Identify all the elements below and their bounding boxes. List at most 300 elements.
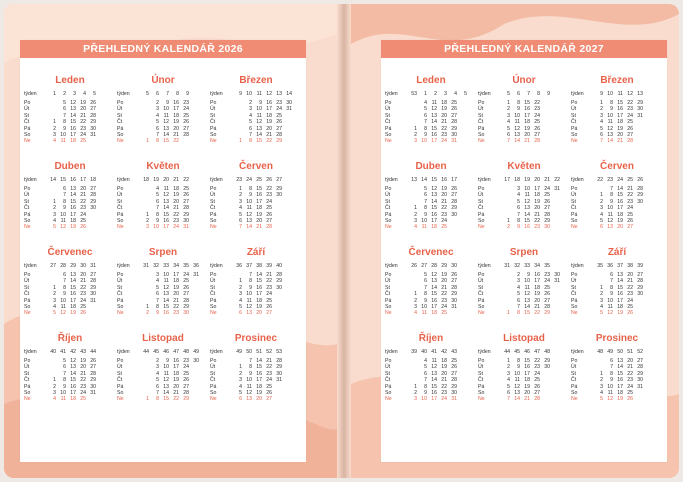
date-cell: 27 bbox=[534, 132, 540, 139]
week-number: 12 bbox=[266, 91, 272, 97]
date-cell: 10 bbox=[246, 377, 252, 384]
date-cell: 29 bbox=[637, 370, 643, 377]
date-cell: 26 bbox=[534, 383, 540, 390]
date-cell: 16 bbox=[431, 211, 437, 218]
date-cell: 23 bbox=[627, 291, 633, 298]
date-cell: 13 bbox=[70, 364, 76, 371]
date-cell: 30 bbox=[451, 211, 457, 218]
month-block bbox=[478, 246, 570, 332]
date-cell: 27 bbox=[451, 278, 457, 285]
date-cell bbox=[457, 138, 467, 144]
date-cell: 1 bbox=[146, 304, 149, 311]
date-cell: 6 bbox=[63, 364, 66, 371]
date-cell: 16 bbox=[534, 272, 540, 278]
date-cell: 26 bbox=[90, 100, 96, 106]
date-cell: 17 bbox=[617, 383, 623, 390]
week-row bbox=[571, 177, 643, 186]
date-cell: 4 bbox=[517, 284, 520, 291]
month-name: Srpen bbox=[509, 247, 539, 258]
day-label: So bbox=[210, 218, 217, 225]
week-number: 44 bbox=[90, 349, 96, 355]
date-cell: 8 bbox=[249, 364, 252, 371]
date-cell: 1 bbox=[414, 291, 417, 298]
date-cell: 10 bbox=[607, 297, 613, 304]
date-cell: 19 bbox=[524, 125, 530, 132]
date-cell: 5 bbox=[424, 186, 427, 192]
date-cell: 20 bbox=[627, 272, 633, 278]
date-cell: 16 bbox=[163, 218, 169, 225]
date-cell: 25 bbox=[534, 119, 540, 126]
month-table bbox=[117, 263, 199, 317]
date-cell: 2 bbox=[239, 370, 242, 377]
day-label: So bbox=[385, 132, 392, 139]
date-cell: 24 bbox=[441, 304, 447, 311]
date-cell: 24 bbox=[544, 278, 550, 285]
date-cell: 16 bbox=[431, 132, 437, 139]
date-cell: 28 bbox=[451, 284, 457, 291]
date-cell: 11 bbox=[60, 218, 66, 225]
week-number: 10 bbox=[607, 91, 613, 97]
date-cell: 10 bbox=[246, 291, 252, 298]
date-cell: 6 bbox=[63, 106, 66, 113]
week-number: 49 bbox=[236, 349, 242, 355]
week-row bbox=[385, 263, 457, 272]
date-cell: 12 bbox=[256, 119, 262, 126]
date-cell: 10 bbox=[514, 112, 520, 119]
date-cell: 1 bbox=[507, 218, 510, 225]
date-cell: 17 bbox=[524, 112, 530, 119]
date-cell: 1 bbox=[600, 192, 603, 199]
date-cell: 11 bbox=[431, 358, 437, 364]
date-cell: 17 bbox=[524, 370, 530, 377]
date-cell: 29 bbox=[276, 364, 282, 371]
date-cell: 19 bbox=[534, 198, 540, 205]
day-label: Pá bbox=[210, 383, 217, 390]
week-number: 5 bbox=[507, 91, 510, 97]
date-cell: 25 bbox=[183, 278, 189, 285]
date-cell: 20 bbox=[80, 364, 86, 371]
page-title-2027: PŘEHLEDNÝ KALENDÁŘ 2027 bbox=[381, 40, 667, 58]
day-label: So bbox=[571, 132, 578, 139]
month-name: Duben bbox=[54, 161, 86, 172]
day-row bbox=[117, 310, 199, 316]
date-cell: 9 bbox=[517, 106, 520, 113]
day-row bbox=[571, 396, 643, 402]
week-row bbox=[24, 91, 96, 100]
date-cell: 6 bbox=[600, 132, 603, 139]
month-block bbox=[117, 74, 209, 160]
day-label: Ne bbox=[478, 224, 485, 231]
month-table bbox=[478, 91, 550, 145]
month-table bbox=[385, 349, 457, 403]
month-name: Červenec bbox=[47, 247, 93, 258]
date-cell: 4 bbox=[424, 358, 427, 364]
week-number: 13 bbox=[411, 177, 417, 183]
date-cell: 24 bbox=[627, 205, 633, 212]
date-cell bbox=[633, 138, 643, 144]
date-cell: 4 bbox=[600, 390, 603, 397]
date-cell: 17 bbox=[70, 211, 76, 218]
date-cell: 20 bbox=[617, 132, 623, 139]
date-cell: 12 bbox=[607, 396, 613, 403]
date-cell: 21 bbox=[266, 272, 272, 278]
day-label: Po bbox=[117, 100, 124, 106]
day-label: Út bbox=[117, 106, 123, 113]
date-cell: 3 bbox=[53, 297, 56, 304]
date-cell: 10 bbox=[246, 198, 252, 205]
week-number: 51 bbox=[627, 349, 633, 355]
date-cell: 23 bbox=[627, 106, 633, 113]
date-cell: 9 bbox=[63, 125, 66, 132]
week-number: 19 bbox=[524, 177, 530, 183]
date-cell: 4 bbox=[53, 304, 56, 311]
date-cell: 10 bbox=[60, 390, 66, 397]
date-cell: 8 bbox=[424, 125, 427, 132]
date-cell: 17 bbox=[431, 218, 437, 225]
date-cell: 12 bbox=[514, 125, 520, 132]
week-number: 32 bbox=[514, 263, 520, 269]
day-label: St bbox=[478, 370, 483, 377]
date-cell: 29 bbox=[276, 278, 282, 285]
date-cell: 6 bbox=[517, 205, 520, 212]
date-cell: 5 bbox=[156, 119, 159, 126]
date-cell: 24 bbox=[627, 383, 633, 390]
date-cell: 3 bbox=[239, 291, 242, 298]
date-cell: 8 bbox=[156, 211, 159, 218]
date-cell: 11 bbox=[163, 278, 169, 285]
month-table bbox=[210, 263, 282, 317]
month-table bbox=[24, 349, 96, 403]
week-number: 8 bbox=[176, 91, 179, 97]
date-cell: 9 bbox=[424, 132, 427, 139]
day-label: Pá bbox=[478, 297, 485, 304]
date-cell: 11 bbox=[607, 390, 613, 397]
day-label: St bbox=[24, 284, 29, 291]
week-label: týden bbox=[478, 177, 491, 183]
page-gutter bbox=[337, 4, 351, 478]
date-cell: 15 bbox=[431, 291, 437, 298]
date-cell bbox=[272, 310, 282, 316]
week-label: týden bbox=[385, 91, 398, 97]
week-number: 1 bbox=[53, 91, 56, 97]
month-table bbox=[210, 177, 282, 231]
date-cell: 13 bbox=[431, 112, 437, 119]
day-label: St bbox=[385, 284, 390, 291]
date-cell: 19 bbox=[70, 224, 76, 231]
week-row bbox=[24, 349, 96, 358]
date-cell: 22 bbox=[266, 186, 272, 192]
week-row bbox=[478, 91, 550, 100]
day-label: Pá bbox=[385, 125, 392, 132]
date-cell: 28 bbox=[183, 132, 189, 139]
day-row bbox=[478, 396, 550, 402]
date-cell: 12 bbox=[163, 119, 169, 126]
date-cell: 11 bbox=[246, 383, 252, 390]
date-cell: 27 bbox=[183, 383, 189, 390]
day-label: St bbox=[478, 284, 483, 291]
date-cell: 5 bbox=[507, 125, 510, 132]
date-cell: 24 bbox=[80, 297, 86, 304]
date-cell: 24 bbox=[266, 198, 272, 205]
date-cell: 9 bbox=[610, 291, 613, 298]
week-number: 18 bbox=[514, 177, 520, 183]
month-block bbox=[117, 160, 209, 246]
date-cell: 30 bbox=[637, 291, 643, 298]
date-cell: 11 bbox=[524, 284, 530, 291]
date-cell: 27 bbox=[183, 198, 189, 205]
date-cell: 25 bbox=[451, 358, 457, 364]
day-label: So bbox=[385, 218, 392, 225]
date-cell: 22 bbox=[534, 358, 540, 364]
date-cell: 5 bbox=[53, 310, 56, 317]
date-cell: 23 bbox=[441, 132, 447, 139]
date-cell: 16 bbox=[256, 192, 262, 199]
date-cell: 22 bbox=[173, 304, 179, 311]
day-label: Ne bbox=[117, 396, 124, 403]
date-cell: 15 bbox=[431, 383, 437, 390]
month-name: Červenec bbox=[408, 247, 454, 258]
week-number: 50 bbox=[617, 349, 623, 355]
date-cell: 9 bbox=[527, 272, 530, 278]
day-row bbox=[24, 396, 96, 402]
day-label: Ne bbox=[117, 310, 124, 317]
week-number: 53 bbox=[276, 349, 282, 355]
day-label: St bbox=[117, 112, 122, 119]
date-cell: 1 bbox=[146, 396, 149, 403]
week-number: 9 bbox=[547, 91, 550, 97]
day-label: St bbox=[117, 370, 122, 377]
date-cell: 20 bbox=[173, 383, 179, 390]
day-label: Ne bbox=[478, 396, 485, 403]
date-cell: 7 bbox=[63, 278, 66, 285]
date-cell bbox=[540, 396, 550, 402]
date-cell: 29 bbox=[183, 304, 189, 311]
week-number: 49 bbox=[193, 349, 199, 355]
day-row bbox=[478, 138, 550, 144]
day-label: Út bbox=[571, 106, 577, 113]
page-2027 bbox=[381, 40, 667, 462]
month-block bbox=[210, 160, 302, 246]
week-label: týden bbox=[571, 91, 584, 97]
date-cell: 7 bbox=[507, 396, 510, 403]
date-cell: 18 bbox=[173, 370, 179, 377]
week-number: 34 bbox=[534, 263, 540, 269]
day-label: Pá bbox=[117, 383, 124, 390]
date-cell: 1 bbox=[53, 198, 56, 205]
date-cell: 13 bbox=[163, 291, 169, 298]
week-number: 19 bbox=[153, 177, 159, 183]
month-table bbox=[385, 263, 457, 317]
day-label: Út bbox=[478, 106, 484, 113]
date-cell: 2 bbox=[146, 218, 149, 225]
date-cell: 28 bbox=[451, 119, 457, 126]
date-cell: 10 bbox=[514, 370, 520, 377]
week-number: 37 bbox=[246, 263, 252, 269]
date-cell: 14 bbox=[70, 370, 76, 377]
date-cell: 20 bbox=[256, 218, 262, 225]
date-cell: 1 bbox=[600, 284, 603, 291]
date-cell: 25 bbox=[266, 383, 272, 390]
day-label: St bbox=[117, 284, 122, 291]
date-cell: 4 bbox=[156, 112, 159, 119]
date-cell bbox=[272, 396, 282, 402]
day-label: Pá bbox=[385, 211, 392, 218]
date-cell: 31 bbox=[554, 278, 560, 285]
date-cell: 19 bbox=[70, 310, 76, 317]
date-cell: 18 bbox=[431, 224, 437, 231]
date-cell: 29 bbox=[276, 138, 282, 145]
date-cell: 13 bbox=[431, 192, 437, 199]
date-cell: 15 bbox=[617, 192, 623, 199]
date-cell: 30 bbox=[90, 125, 96, 132]
date-cell: 3 bbox=[414, 138, 417, 145]
date-cell: 31 bbox=[90, 390, 96, 397]
date-cell: 11 bbox=[60, 396, 66, 403]
date-cell: 13 bbox=[524, 205, 530, 212]
week-number: 16 bbox=[441, 177, 447, 183]
date-cell: 9 bbox=[156, 310, 159, 317]
week-label: týden bbox=[210, 349, 223, 355]
date-cell: 24 bbox=[276, 106, 282, 113]
week-number: 40 bbox=[276, 263, 282, 269]
date-cell: 20 bbox=[627, 358, 633, 364]
date-cell: 9 bbox=[259, 100, 262, 106]
day-label: Pá bbox=[571, 297, 578, 304]
week-number: 28 bbox=[60, 263, 66, 269]
date-cell bbox=[447, 224, 457, 230]
date-cell: 21 bbox=[627, 278, 633, 285]
date-cell: 8 bbox=[424, 383, 427, 390]
date-cell: 19 bbox=[534, 291, 540, 298]
month-block bbox=[385, 332, 477, 418]
week-number: 21 bbox=[544, 177, 550, 183]
month-block bbox=[210, 246, 302, 332]
date-cell: 27 bbox=[451, 192, 457, 199]
date-cell: 20 bbox=[524, 132, 530, 139]
date-cell: 25 bbox=[441, 310, 447, 317]
date-cell: 2 bbox=[156, 100, 159, 106]
date-cell: 24 bbox=[183, 106, 189, 113]
week-number: 4 bbox=[83, 91, 86, 97]
date-cell: 5 bbox=[600, 396, 603, 403]
week-number: 48 bbox=[597, 349, 603, 355]
date-cell: 11 bbox=[163, 186, 169, 192]
date-cell: 23 bbox=[441, 297, 447, 304]
month-block bbox=[571, 246, 663, 332]
date-cell: 15 bbox=[524, 310, 530, 317]
date-cell: 26 bbox=[451, 364, 457, 371]
date-cell: 21 bbox=[441, 198, 447, 205]
date-cell: 16 bbox=[70, 205, 76, 212]
date-cell: 8 bbox=[610, 284, 613, 291]
date-cell: 21 bbox=[441, 377, 447, 384]
day-label: So bbox=[478, 390, 485, 397]
day-label: Čt bbox=[478, 291, 484, 298]
date-cell: 20 bbox=[266, 125, 272, 132]
date-cell: 25 bbox=[266, 205, 272, 212]
month-table bbox=[385, 177, 457, 231]
date-cell: 26 bbox=[627, 310, 633, 317]
date-cell: 1 bbox=[239, 138, 242, 145]
date-cell: 28 bbox=[276, 358, 282, 364]
date-cell: 6 bbox=[156, 291, 159, 298]
date-cell: 19 bbox=[80, 100, 86, 106]
date-cell: 2 bbox=[146, 310, 149, 317]
date-cell: 6 bbox=[610, 272, 613, 278]
day-label: Pá bbox=[571, 383, 578, 390]
day-label: Út bbox=[385, 106, 391, 113]
date-cell: 11 bbox=[60, 304, 66, 311]
date-cell: 25 bbox=[80, 138, 86, 145]
date-cell: 21 bbox=[256, 224, 262, 231]
date-cell bbox=[282, 138, 292, 144]
month-table bbox=[478, 177, 560, 231]
date-cell: 21 bbox=[173, 297, 179, 304]
day-label: St bbox=[385, 370, 390, 377]
day-label: Po bbox=[117, 358, 124, 364]
date-cell: 7 bbox=[424, 119, 427, 126]
date-cell: 15 bbox=[163, 396, 169, 403]
date-cell: 7 bbox=[249, 272, 252, 278]
day-label: So bbox=[117, 218, 124, 225]
day-label: Ne bbox=[210, 310, 217, 317]
date-cell: 13 bbox=[246, 396, 252, 403]
date-cell: 22 bbox=[534, 218, 540, 225]
date-cell: 18 bbox=[617, 119, 623, 126]
week-number: 13 bbox=[637, 91, 643, 97]
date-cell: 15 bbox=[617, 284, 623, 291]
date-cell: 14 bbox=[163, 297, 169, 304]
date-cell: 16 bbox=[524, 106, 530, 113]
date-cell: 9 bbox=[424, 211, 427, 218]
date-cell: 4 bbox=[239, 297, 242, 304]
week-number: 51 bbox=[256, 349, 262, 355]
date-cell: 31 bbox=[183, 224, 189, 231]
date-cell: 2 bbox=[600, 291, 603, 298]
date-cell: 29 bbox=[90, 377, 96, 384]
date-cell: 13 bbox=[246, 310, 252, 317]
day-label: Pá bbox=[385, 383, 392, 390]
date-cell: 29 bbox=[183, 396, 189, 403]
month-block bbox=[571, 160, 663, 246]
date-cell: 12 bbox=[70, 358, 76, 364]
week-number: 28 bbox=[431, 263, 437, 269]
date-cell: 7 bbox=[610, 186, 613, 192]
week-number: 44 bbox=[504, 349, 510, 355]
date-cell: 4 bbox=[600, 211, 603, 218]
date-cell: 10 bbox=[256, 106, 262, 113]
date-cell: 17 bbox=[256, 291, 262, 298]
date-cell: 19 bbox=[266, 119, 272, 126]
date-cell: 3 bbox=[414, 304, 417, 311]
week-number: 17 bbox=[504, 177, 510, 183]
day-label: St bbox=[571, 370, 576, 377]
date-cell: 7 bbox=[63, 192, 66, 199]
day-row bbox=[478, 310, 560, 316]
day-label: Ne bbox=[210, 396, 217, 403]
day-row bbox=[24, 138, 96, 144]
day-row bbox=[210, 138, 292, 144]
date-cell: 15 bbox=[617, 370, 623, 377]
date-cell: 10 bbox=[607, 383, 613, 390]
day-label: Čt bbox=[385, 291, 391, 298]
month-block bbox=[385, 246, 477, 332]
date-cell: 5 bbox=[600, 310, 603, 317]
date-cell bbox=[540, 138, 550, 144]
month-name: Listopad bbox=[142, 333, 184, 344]
date-cell: 23 bbox=[627, 377, 633, 384]
week-number: 25 bbox=[256, 177, 262, 183]
